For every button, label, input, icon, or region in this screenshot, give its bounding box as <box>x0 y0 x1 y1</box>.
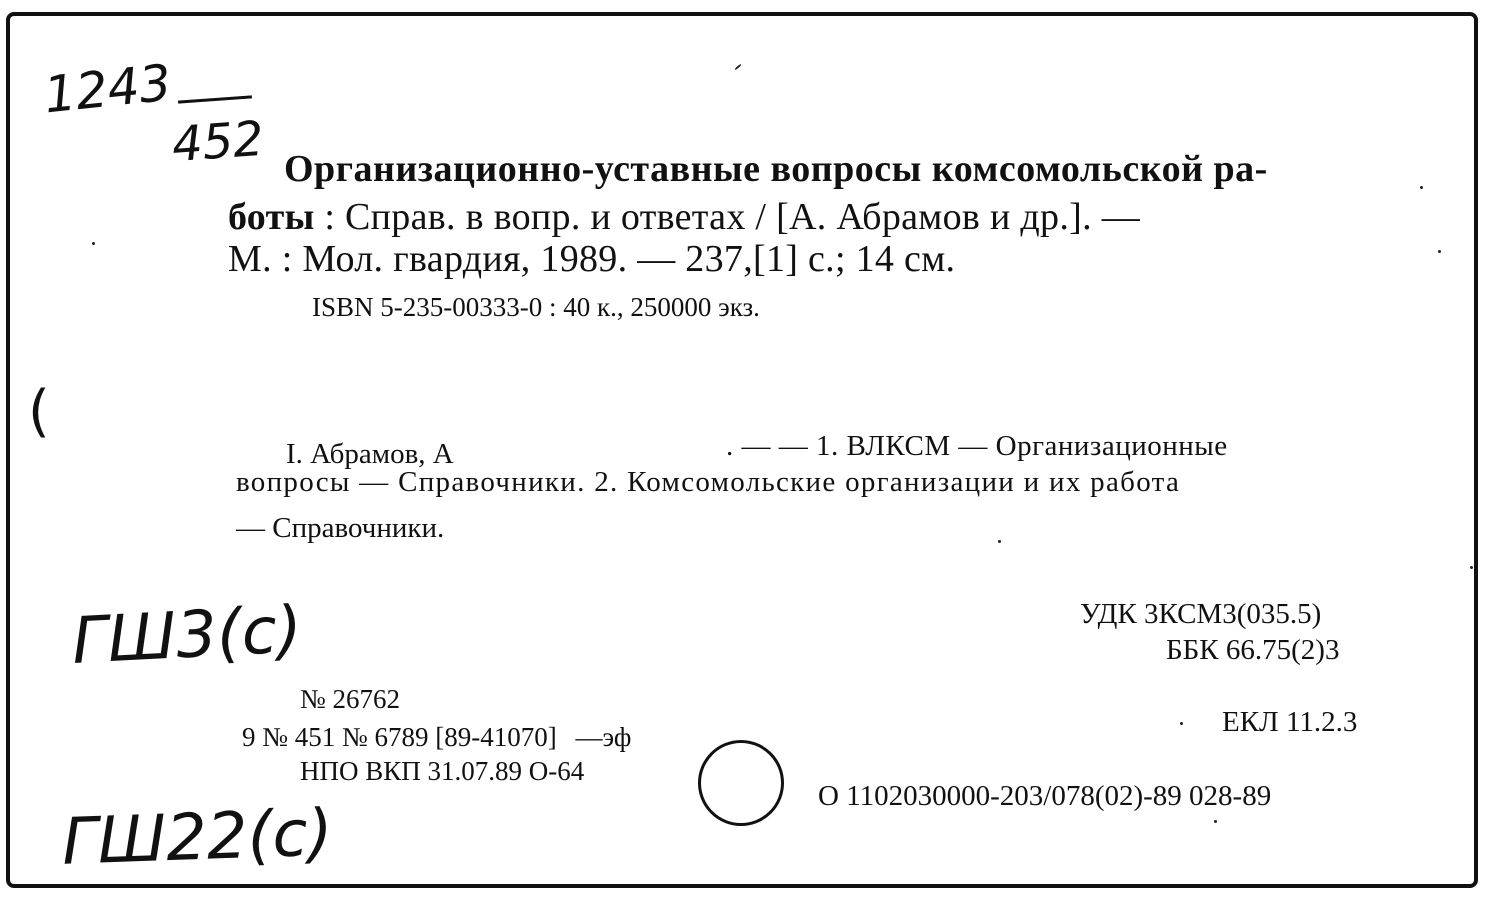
scan-speck <box>92 242 95 245</box>
record-title-continuation: боты <box>228 196 315 238</box>
order-code: О 1102030000-203/078(02)-89 028-89 <box>818 780 1272 812</box>
tracing-line-3: — Справочники. <box>236 512 445 544</box>
registration-line-2-suffix: —эф <box>575 722 632 752</box>
record-isbn: ISBN 5-235-00333-0 : 40 к., 250000 экз. <box>312 292 760 322</box>
scan-speck <box>1438 250 1441 253</box>
udk-code: УДК 3КСМ3(035.5) <box>1080 598 1322 630</box>
registration-line-2-main: 9 № 451 № 6789 [89-41070] <box>242 722 557 752</box>
scan-speck <box>1470 566 1473 569</box>
record-title-line-2 <box>228 198 1140 236</box>
stamp-circle-icon <box>698 740 784 826</box>
registration-line-2 <box>242 724 631 751</box>
registration-number: № 26762 <box>300 684 401 714</box>
shelfmark-number-top: 1243 <box>41 53 174 125</box>
ekl-code: ЕКЛ 11.2.3 <box>1222 706 1358 738</box>
record-title-line-1 <box>284 150 1268 188</box>
scan-speck <box>1420 186 1423 189</box>
record-title-bold: Организационно-уставные вопросы комсомольской ра- <box>284 148 1268 190</box>
margin-parenthesis: ( <box>28 379 50 444</box>
record-statement-of-responsibility: : Справ. в вопр. и ответах / [А. Абрамов и др.]. — <box>314 196 1140 238</box>
tracing-line-1-right: . — — 1. ВЛКСМ — Организационные <box>726 430 1228 462</box>
tracing-line-1-left: I. Абрамов, А <box>286 438 454 470</box>
handwritten-code-1: ГШ3(с) <box>70 593 304 679</box>
scan-speck <box>1214 820 1217 823</box>
scan-speck <box>998 540 1001 543</box>
handwritten-code-2: ГШ22(с) <box>60 796 334 880</box>
tracing-line-2: вопросы — Справочники. 2. Комсомольские организации и их работа <box>236 466 1181 498</box>
scan-speck <box>1180 722 1183 725</box>
shelfmark-number-bottom: 452 <box>170 110 266 174</box>
bbk-code: ББК 66.75(2)3 <box>1166 634 1340 666</box>
registration-line-3: НПО ВКП 31.07.89 О-64 <box>300 756 585 786</box>
record-imprint: М. : Мол. гвардия, 1989. — 237,[1] с.; 14 см. <box>228 238 956 280</box>
